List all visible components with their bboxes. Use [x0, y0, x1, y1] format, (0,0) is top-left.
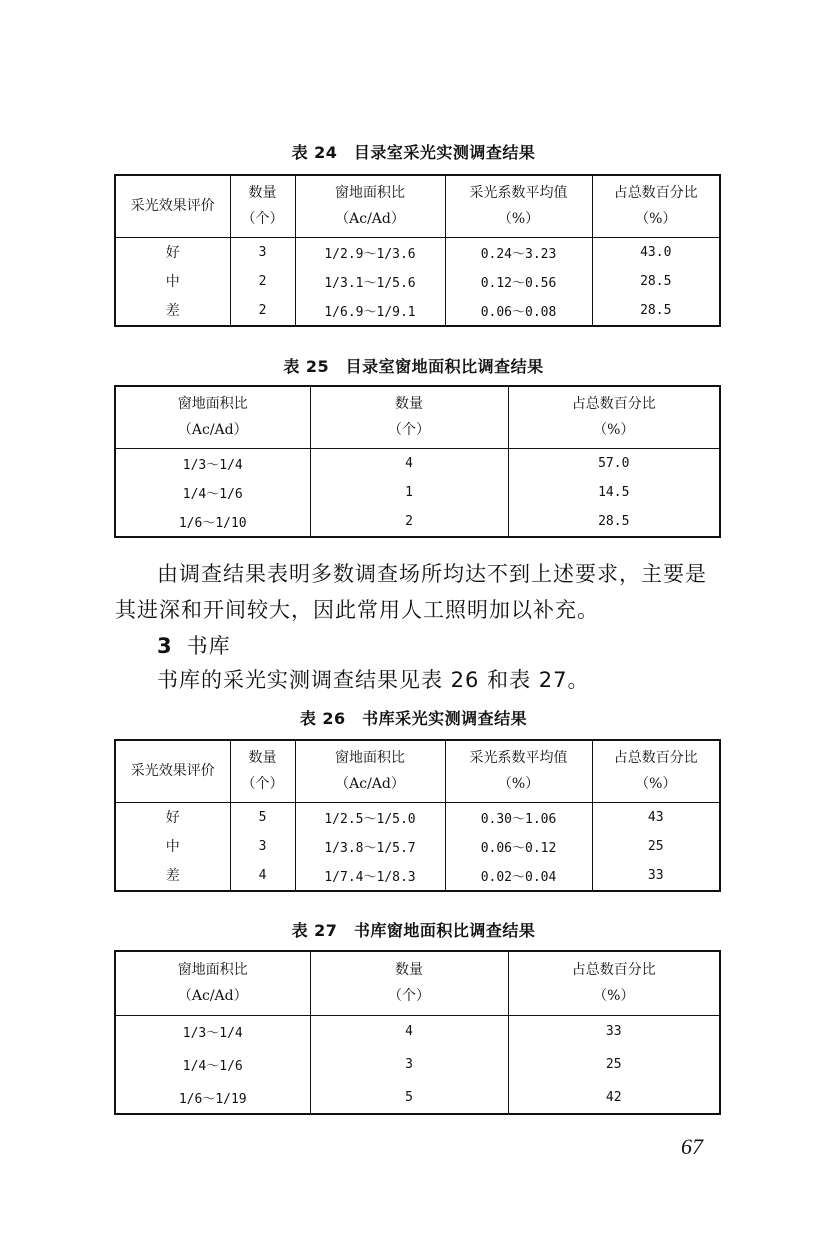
table-row: [115, 478, 720, 507]
table-cell: 2: [230, 267, 295, 296]
table-26-header: 采光效果评价: [115, 740, 230, 802]
table-cell: 0.30～1.06: [445, 802, 592, 832]
table-row: [115, 267, 720, 296]
table-cell: 0.12～0.56: [445, 267, 592, 296]
table-25: [114, 385, 721, 538]
table-24-header: 窗地面积比 （Ac/Ad）: [295, 175, 445, 237]
table-cell: 1/3.1～1/5.6: [295, 267, 445, 296]
table-27-header: 数量 （个）: [310, 951, 508, 1015]
table-row: [115, 1015, 720, 1048]
table-cell: 25: [508, 1048, 720, 1081]
table-cell: 57.0: [508, 448, 720, 478]
table-row: [115, 861, 720, 891]
table-24: [114, 174, 721, 327]
body-paragraph: 书库的采光实测调查结果见表 26 和表 27。: [157, 668, 590, 692]
table-cell: 5: [230, 802, 295, 832]
table-row: [115, 237, 720, 267]
table-cell: 42: [508, 1081, 720, 1114]
table-27-caption: 表 27 书库窗地面积比调查结果: [291, 921, 536, 940]
table-26-caption: 表 26 书库采光实测调查结果: [299, 709, 528, 728]
table-cell: 1/3.8～1/5.7: [295, 832, 445, 861]
table-cell: 33: [508, 1015, 720, 1048]
table-cell: 好: [115, 802, 230, 832]
table-cell: 1/6.9～1/9.1: [295, 296, 445, 326]
table-26-header: 采光系数平均值 （%）: [445, 740, 592, 802]
table-26-header: 占总数百分比 （%）: [592, 740, 720, 802]
table-cell: 5: [310, 1081, 508, 1114]
table-24-header: 采光效果评价: [115, 175, 230, 237]
table-25-header: 占总数百分比 （%）: [508, 386, 720, 448]
table-cell: 1/6～1/10: [115, 507, 310, 537]
table-cell: 3: [310, 1048, 508, 1081]
table-row: [115, 832, 720, 861]
table-cell: 0.06～0.08: [445, 296, 592, 326]
table-cell: 4: [230, 861, 295, 891]
page-number: 67: [681, 1134, 703, 1159]
table-27: [114, 950, 721, 1115]
section-number: 3: [157, 634, 173, 658]
table-cell: 1/3～1/4: [115, 1015, 310, 1048]
table-cell: 中: [115, 832, 230, 861]
table-cell: 3: [230, 237, 295, 267]
table-26-header: 数量 （个）: [230, 740, 295, 802]
table-cell: 1/4～1/6: [115, 478, 310, 507]
table-26: [114, 739, 721, 892]
table-25-caption: 表 25 目录室窗地面积比调查结果: [283, 357, 544, 376]
table-cell: 0.24～3.23: [445, 237, 592, 267]
table-cell: 1: [310, 478, 508, 507]
table-cell: 43.0: [592, 237, 720, 267]
table-cell: 差: [115, 861, 230, 891]
table-24-header: 占总数百分比 （%）: [592, 175, 720, 237]
table-cell: 1/2.5～1/5.0: [295, 802, 445, 832]
table-row: [115, 448, 720, 478]
section-title: 书库: [186, 634, 231, 658]
table-cell: 0.02～0.04: [445, 861, 592, 891]
table-cell: 25: [592, 832, 720, 861]
table-row: [115, 802, 720, 832]
table-cell: 28.5: [592, 267, 720, 296]
table-24-header: 数量 （个）: [230, 175, 295, 237]
table-row: [115, 507, 720, 537]
table-cell: 1/2.9～1/3.6: [295, 237, 445, 267]
table-cell: 14.5: [508, 478, 720, 507]
table-cell: 1/7.4～1/8.3: [295, 861, 445, 891]
table-cell: 3: [230, 832, 295, 861]
table-27-header: 占总数百分比 （%）: [508, 951, 720, 1015]
table-cell: 43: [592, 802, 720, 832]
table-24-caption: 表 24 目录室采光实测调查结果: [291, 143, 536, 162]
table-cell: 28.5: [508, 507, 720, 537]
table-cell: 1/6～1/19: [115, 1081, 310, 1114]
table-27-header: 窗地面积比 （Ac/Ad）: [115, 951, 310, 1015]
table-cell: 差: [115, 296, 230, 326]
table-cell: 2: [310, 507, 508, 537]
table-cell: 4: [310, 1015, 508, 1048]
table-cell: 1/3～1/4: [115, 448, 310, 478]
table-row: [115, 1048, 720, 1081]
table-cell: 好: [115, 237, 230, 267]
table-cell: 0.06～0.12: [445, 832, 592, 861]
table-row: [115, 296, 720, 326]
table-25-header: 数量 （个）: [310, 386, 508, 448]
table-26-header: 窗地面积比 （Ac/Ad）: [295, 740, 445, 802]
table-cell: 4: [310, 448, 508, 478]
body-paragraph: 由调查结果表明多数调查场所均达不到上述要求，主要是其进深和开间较大，因此常用人工照明加以补充。: [115, 562, 707, 622]
table-cell: 中: [115, 267, 230, 296]
table-24-header: 采光系数平均值 （%）: [445, 175, 592, 237]
table-25-header: 窗地面积比 （Ac/Ad）: [115, 386, 310, 448]
table-cell: 1/4～1/6: [115, 1048, 310, 1081]
table-cell: 28.5: [592, 296, 720, 326]
table-cell: 33: [592, 861, 720, 891]
section-heading: [157, 628, 767, 664]
table-cell: 2: [230, 296, 295, 326]
table-row: [115, 1081, 720, 1114]
